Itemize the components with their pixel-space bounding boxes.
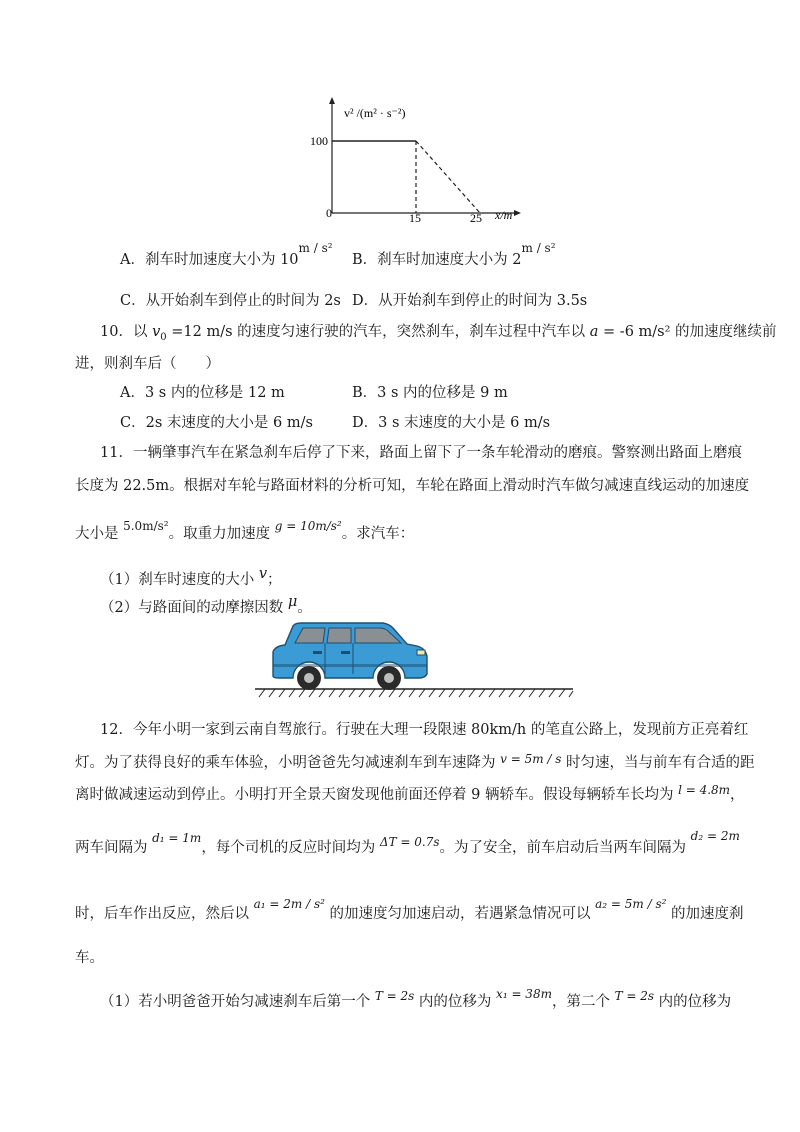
q12-d1-formula: d₁ = 1m bbox=[152, 831, 202, 845]
q12-a2-formula: a₂ = 5m / s² bbox=[595, 897, 667, 911]
q12-line4-text-c: 。为了安全，前车启动后当两车间隔为 bbox=[439, 840, 691, 856]
q10-a-symbol: a bbox=[589, 324, 599, 340]
q12-line-2 bbox=[75, 751, 755, 772]
q11-mu-symbol: μ bbox=[287, 594, 298, 610]
q12-line4-text-b: ，每个司机的反应时间均为 bbox=[201, 840, 380, 856]
y-axis-label: v² /(m² · s⁻²) bbox=[344, 106, 406, 120]
q12-line5-text-b: 的加速度匀加速启动，若遇紧急情况可以 bbox=[324, 906, 596, 922]
q12-line-7 bbox=[100, 987, 732, 1011]
q12-line2-text-b: 时匀速，当与前车有合适的距 bbox=[561, 755, 755, 771]
q11-line-1: 11．一辆肇事汽车在紧急刹车后停了下来，路面上留下了一条车轮滑动的磨痕。警察测出路面上磨痕 bbox=[100, 445, 742, 461]
q12-line5-text-c: 的加速度刹 bbox=[666, 906, 744, 922]
q9-option-a-unit: m / s² bbox=[298, 241, 333, 255]
q11-text-b: 。取重力加速度 bbox=[168, 526, 275, 542]
q12-l-formula: l = 4.8m bbox=[678, 783, 731, 797]
q10-v0-subscript: 0 bbox=[160, 331, 167, 343]
q9-option-b bbox=[352, 241, 556, 269]
series-decline-segment bbox=[416, 141, 480, 213]
q11-g-formula: g = 10m/s² bbox=[274, 519, 342, 533]
q11-sub1-end: ； bbox=[267, 572, 282, 588]
q9-option-b-text: B．刹车时加速度大小为 2 bbox=[352, 252, 522, 268]
q11-v-symbol: v bbox=[258, 566, 268, 582]
q12-T2-formula: T = 2s bbox=[614, 989, 655, 1003]
x-axis-label: x/m bbox=[495, 208, 513, 222]
x-tick-15: 15 bbox=[409, 211, 421, 225]
q12-line2-text-a: 灯。为了获得良好的乘车体验，小明爸爸先匀减速刹车到车速降为 bbox=[75, 755, 501, 771]
q12-dt-formula: ΔT = 0.7s bbox=[379, 835, 440, 849]
q12-line-3 bbox=[75, 783, 745, 804]
q12-line4-text-a: 两车间隔为 bbox=[75, 840, 153, 856]
q11-accel-formula: 5.0m/s² bbox=[123, 519, 169, 533]
q12-a1-formula: a₁ = 2m / s² bbox=[253, 897, 325, 911]
y-axis-arrow bbox=[329, 97, 335, 104]
origin-label: 0 bbox=[326, 206, 332, 220]
q9-option-a bbox=[120, 241, 333, 269]
q9-option-c: C．从开始刹车到停止的时间为 2s bbox=[120, 293, 341, 309]
q11-text-c: 。求汽车： bbox=[341, 526, 415, 542]
q12-line5-text-a: 时，后车作出反应，然后以 bbox=[75, 906, 254, 922]
q12-T1-formula: T = 2s bbox=[374, 989, 415, 1003]
q10-option-b: B．3 s 内的位移是 9 m bbox=[352, 385, 508, 401]
q9-option-b-unit: m / s² bbox=[521, 241, 556, 255]
y-tick-100: 100 bbox=[310, 134, 328, 148]
q10-line-1 bbox=[100, 320, 777, 343]
x-tick-25: 25 bbox=[470, 211, 482, 225]
q10-text-b: =12 m/s 的速度匀速行驶的汽车，突然刹车，刹车过程中汽车以 bbox=[166, 324, 590, 340]
x-axis-arrow bbox=[514, 210, 521, 216]
q11-sub2-end: 。 bbox=[297, 600, 312, 616]
q9-option-a-text: A．刹车时加速度大小为 10 bbox=[120, 252, 299, 268]
q11-sub-2 bbox=[100, 596, 312, 617]
q11-sub-1 bbox=[100, 568, 282, 589]
v2-x-graph bbox=[300, 95, 530, 225]
q11-sub2-text: （2）与路面间的动摩擦因数 bbox=[100, 600, 288, 616]
q12-line-1: 12．今年小明一家到云南自驾旅行。行驶在大理一段限速 80km/h 的笔直公路上，发现前方正亮着红 bbox=[100, 722, 749, 738]
q9-option-d: D．从开始刹车到停止的时间为 3.5s bbox=[352, 293, 588, 309]
q12-line7-text-a: （1）若小明爸爸开始匀减速刹车后第一个 bbox=[100, 994, 375, 1010]
q10-text-a: 10．以 bbox=[100, 324, 153, 340]
q12-line3-end: ， bbox=[730, 787, 745, 803]
q12-x1-formula: x₁ = 38m bbox=[496, 987, 552, 1001]
q11-text-a: 大小是 bbox=[75, 526, 124, 542]
q12-line7-text-c: ，第二个 bbox=[551, 994, 615, 1010]
q10-v0-symbol: v bbox=[152, 324, 161, 340]
q10-text-c: = -6 m/s² 的加速度继续前 bbox=[598, 324, 777, 340]
q10-line-2: 进，则刹车后（ ） bbox=[75, 356, 220, 372]
q12-line3-text: 离时做减速运动到停止。小明打开全景天窗发现他前面还停着 9 辆轿车。假设每辆轿车长均为 bbox=[75, 787, 679, 803]
q10-option-c: C．2s 末速度的大小是 6 m/s bbox=[120, 415, 313, 431]
q11-sub1-text: （1）刹车时速度的大小 bbox=[100, 572, 259, 588]
q12-v-formula: v = 5m / s bbox=[500, 752, 562, 766]
q12-line7-text-b: 内的位移为 bbox=[414, 994, 497, 1010]
q11-line-3 bbox=[75, 519, 415, 543]
q12-line-4 bbox=[75, 829, 740, 857]
q12-d2-formula: d₂ = 2m bbox=[690, 829, 740, 843]
q12-line7-text-d: 内的位移为 bbox=[654, 994, 732, 1010]
q10-option-a: A．3 s 内的位移是 12 m bbox=[120, 385, 285, 401]
q10-option-d: D．3 s 末速度的大小是 6 m/s bbox=[352, 415, 551, 431]
car-illustration bbox=[255, 618, 575, 698]
q11-line-2: 长度为 22.5m。根据对车轮与路面材料的分析可知，车轮在路面上滑动时汽车做匀减速直线运动的加速度 bbox=[75, 478, 750, 494]
q12-line-6: 车。 bbox=[75, 950, 104, 966]
q12-line-5 bbox=[75, 897, 744, 923]
